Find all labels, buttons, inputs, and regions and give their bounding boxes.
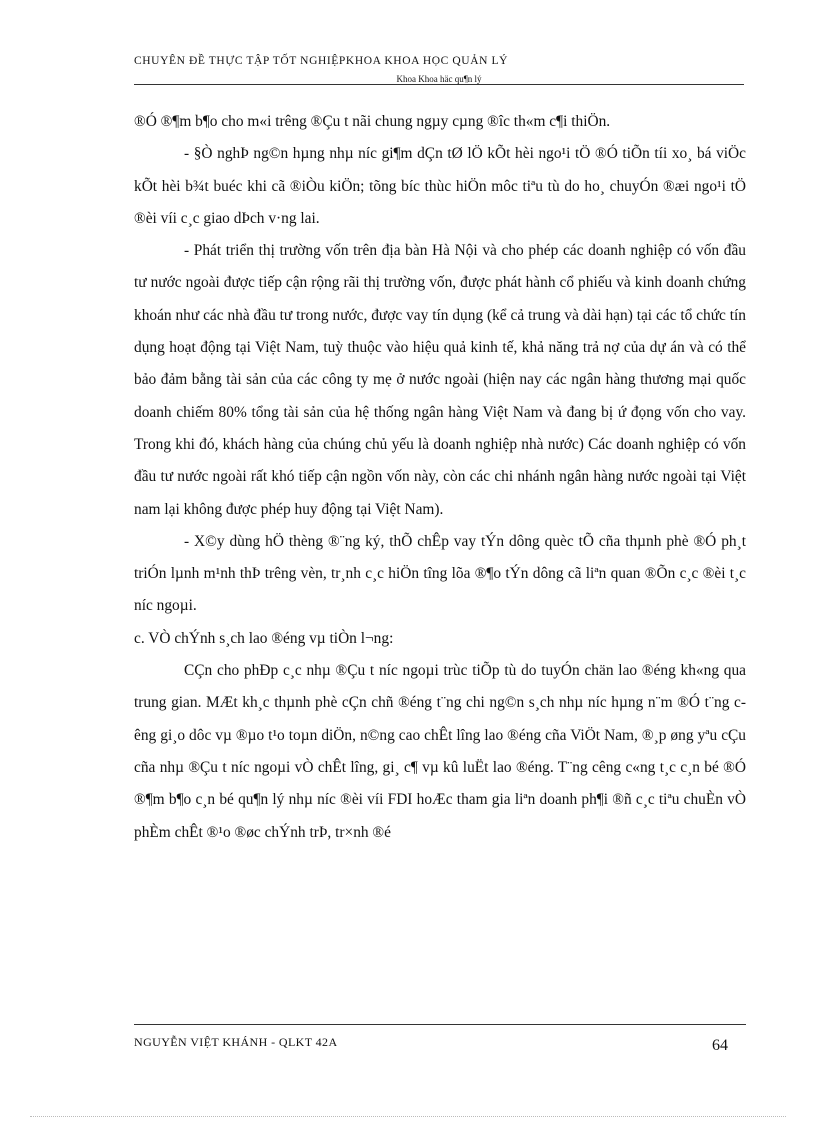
paragraph-3: - Phát triển thị trường vốn trên địa bàn Hà Nội và cho phép các doanh nghiệp có vốn đầu tư nước ngoài được tiếp cận rộng rãi thị trường vốn, được phát hành cổ phiếu và kinh doanh chứng khoán như các nhà đầu tư trong nước, được vay tín dụng (kể cả trung và dài hạn) tại các tổ chức tín dụng hoạt động tại Việt Nam, tuỳ thuộc vào hiệu quả kinh tế, khả năng trả nợ của dự án và có thể bảo đảm bằng tài sản của các công ty mẹ ở nước ngoài (hiện nay các ngân hàng thương mại quốc doanh chiếm 80% tổng tài sản của hệ thống ngân hàng Việt Nam và đang bị ứ đọng vốn cho vay. Trong khi đó, khách hàng của chúng chủ yếu là doanh nghiệp nhà nước) Các doanh nghiệp có vốn đầu tư nước ngoài rất khó tiếp cận ngồn vốn này, còn các chi nhánh ngân hàng nước ngoài tại Việt nam lại không được phép huy động tại Việt Nam). xyxy=(134,242,746,518)
header-subtitle: Khoa Khoa häc qu¶n lý xyxy=(396,74,482,84)
header-title: CHUYÊN ĐỀ THỰC TẬP TỐT NGHIỆPKHOA KHOA HỌC QUẢN LÝ xyxy=(134,55,509,67)
section-heading-c: c. VÒ chÝnh s¸ch lao ®éng vµ tiÒn l¬ng: xyxy=(134,629,394,647)
footer-author: NGUYỄN VIỆT KHÁNH - QLKT 42A xyxy=(134,1035,338,1049)
header-divider xyxy=(134,84,744,85)
page-number: 64 xyxy=(712,1037,728,1054)
page-bottom-border xyxy=(30,1116,786,1117)
paragraph-6: CÇn cho phÐp c¸c nhµ ®Çu t níc ngoµi trùc tiÕp tù do tuyÓn chän lao ®éng kh«ng qua trung gian. MÆt kh¸c thµnh phè cÇn chñ ®éng t¨ng chi ng©n s¸ch nhµ níc hµng n¨m ®Ó t¨ng cêng gi¸o dôc vµ ®µo t¹o toµn diÖn, n©ng cao chÊt lîng lao ®éng cña ViÖt Nam, ®¸p øng yªu cÇu cña nhµ ®Çu t níc ngoµi vÒ chÊt lîng, gi¸ c¶ vµ kû luËt lao ®éng. T¨ng cêng c«ng t¸c c¸n bé ®Ó ®¶m b¶o c¸n bé qu¶n lý nhµ níc ®èi víi FDI hoÆc tham gia liªn doanh ph¶i ®ñ c¸c tiªu chuÈn vÒ phÈm chÊt ®¹o ®øc chÝnh trÞ, tr×nh ®é xyxy=(134,662,746,841)
paragraph-4: - X©y dùng hÖ thèng ®¨ng ký, thÕ chÊp vay tÝn dông quèc tÕ cña thµnh phè ®Ó ph¸t triÓn lµnh m¹nh thÞ trêng vèn, tr¸nh c¸c hiÖn tîng lõa ®¶o tÝn dông cã liªn quan ®Õn c¸c ®èi t¸c níc ngoµi. xyxy=(134,532,746,615)
footer-divider xyxy=(134,1024,746,1025)
paragraph-1: ®Ó ®¶m b¶o cho m«i trêng ®Çu t nãi chung ngµy cµng ®îc th«m c¶i thiÖn. xyxy=(134,113,611,130)
paragraph-2: - §Ò nghÞ ng©n hµng nhµ níc gi¶m dÇn tØ lÖ kÕt hèi ngo¹i tÖ ®Ó tiÕn tíi xo¸ bá viÖc kÕt hèi b¾t buéc khi cã ®iÒu kiÖn; tõng bíc thùc hiÖn môc tiªu tù do ho¸ chuyÓn ®æi ngo¹i tÖ ®èi víi c¸c giao dÞch v·ng lai. xyxy=(134,145,746,227)
document-body xyxy=(134,106,746,849)
